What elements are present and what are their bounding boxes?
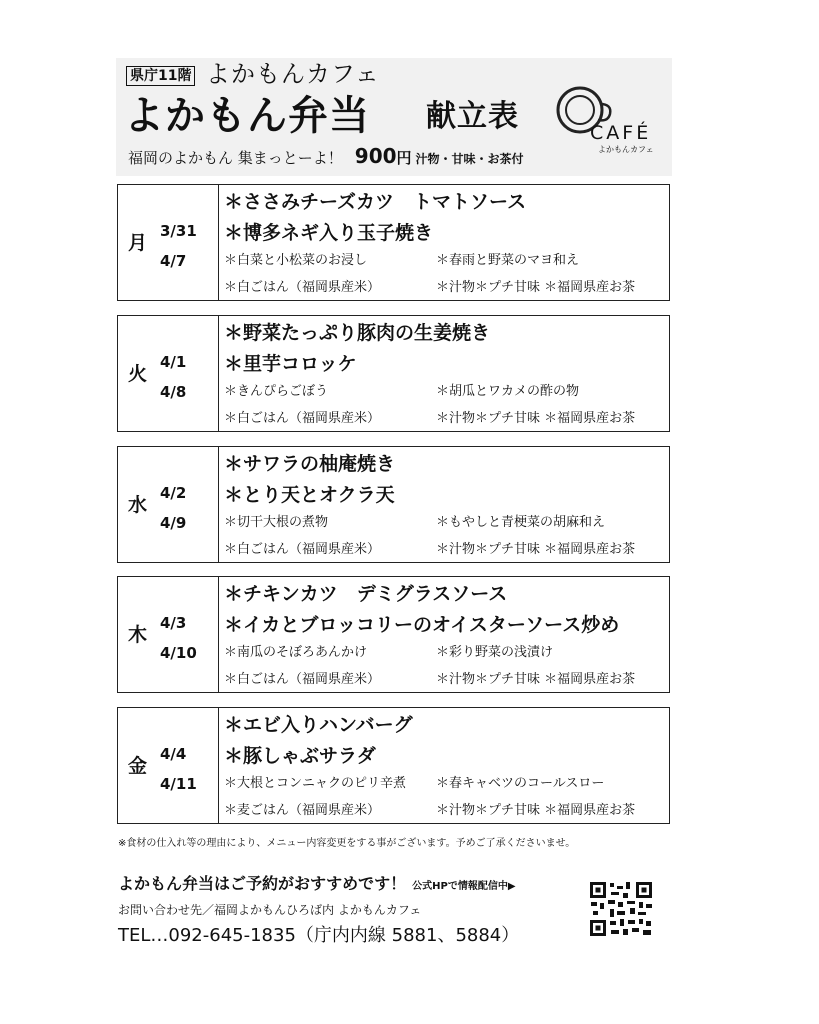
side-dish: ＊大根とコンニャクのピリ辛煮 bbox=[224, 776, 407, 791]
price-unit: 円 bbox=[396, 149, 412, 167]
side-dish: ＊白菜と小松菜のお浸し bbox=[224, 253, 368, 268]
day-block-mon bbox=[117, 184, 670, 301]
date-second: 4/9 bbox=[160, 514, 187, 532]
main-dish: ＊博多ネギ入り玉子焼き bbox=[224, 222, 434, 244]
main-dish: ＊野菜たっぷり豚肉の生姜焼き bbox=[224, 322, 491, 344]
side-dish: ＊胡瓜とワカメの酢の物 bbox=[436, 384, 580, 399]
reservation-note bbox=[118, 873, 516, 898]
side-dish: ＊切干大根の煮物 bbox=[224, 515, 329, 530]
price: 900 bbox=[354, 144, 397, 168]
main-dish: ＊里芋コロッケ bbox=[224, 353, 357, 375]
date-first: 3/31 bbox=[160, 222, 197, 240]
side-dish: ＊汁物＊プチ甘味 ＊福岡県産お茶 bbox=[436, 411, 636, 426]
side-dish: ＊汁物＊プチ甘味 ＊福岡県産お茶 bbox=[436, 803, 636, 818]
side-dish: ＊白ごはん（福岡県産米） bbox=[224, 411, 381, 426]
date-first: 4/3 bbox=[160, 614, 187, 632]
tagline-text: 福岡のよかもん 集まっとーよ！ bbox=[128, 149, 343, 167]
menu-subtitle: 献立表 bbox=[426, 99, 519, 134]
side-dish: ＊春雨と野菜のマヨ和え bbox=[436, 253, 580, 268]
side-dish: ＊汁物＊プチ甘味 ＊福岡県産お茶 bbox=[436, 672, 636, 687]
side-dish: ＊麦ごはん（福岡県産米） bbox=[224, 803, 381, 818]
logo-word: CAFÉ bbox=[590, 122, 652, 144]
side-dish: ＊汁物＊プチ甘味 ＊福岡県産お茶 bbox=[436, 542, 636, 557]
date-second: 4/8 bbox=[160, 383, 187, 401]
day-cell bbox=[118, 577, 219, 692]
day-label: 月 bbox=[128, 232, 148, 254]
date-first: 4/1 bbox=[160, 353, 187, 371]
side-dish: ＊もやしと青梗菜の胡麻和え bbox=[436, 515, 606, 530]
day-label: 水 bbox=[128, 494, 148, 516]
notice-text: ※食材の仕入れ等の理由により、メニュー内容変更をする事がございます。予めご了承くださいませ。 bbox=[118, 838, 576, 849]
date-first: 4/2 bbox=[160, 484, 187, 502]
main-dish: ＊チキンカツ デミグラスソース bbox=[224, 583, 508, 605]
cafe-name: よかもんカフェ bbox=[206, 60, 380, 88]
page-title: よかもん弁当 bbox=[124, 93, 370, 139]
website-link[interactable]: 公式HPで情報配信中▶ bbox=[412, 881, 516, 892]
floor-badge: 県庁11階 bbox=[126, 66, 195, 86]
price-extras: 汁物・甘味・お茶付 bbox=[415, 152, 524, 166]
side-dish: ＊白ごはん（福岡県産米） bbox=[224, 542, 381, 557]
main-dish: ＊サワラの柚庵焼き bbox=[224, 453, 396, 475]
date-second: 4/7 bbox=[160, 252, 187, 270]
day-block-tue bbox=[117, 315, 670, 432]
side-dish: ＊きんぴらごぼう bbox=[224, 384, 329, 399]
day-cell bbox=[118, 185, 219, 300]
qr-code-icon[interactable] bbox=[589, 881, 653, 937]
main-dish: ＊とり天とオクラ天 bbox=[224, 484, 395, 506]
day-block-thu bbox=[117, 576, 670, 693]
side-dish: ＊白ごはん（福岡県産米） bbox=[224, 280, 381, 295]
tagline bbox=[128, 145, 524, 170]
main-dish: ＊エビ入りハンバーグ bbox=[224, 714, 413, 736]
phone-number: TEL…092-645-1835（庁内内線 5881、5884） bbox=[118, 925, 520, 946]
logo-subtext: よかもんカフェ bbox=[598, 145, 654, 154]
side-dish: ＊彩り野菜の浅漬け bbox=[436, 645, 554, 660]
date-second: 4/10 bbox=[160, 644, 197, 662]
contact-info: お問い合わせ先／福岡よかもんひろば内 よかもんカフェ bbox=[118, 903, 422, 917]
side-dish: ＊春キャベツのコールスロー bbox=[436, 776, 605, 791]
side-dish: ＊白ごはん（福岡県産米） bbox=[224, 672, 381, 687]
reservation-text: よかもん弁当はご予約がおすすめです！ bbox=[118, 874, 407, 893]
date-first: 4/4 bbox=[160, 745, 187, 763]
day-cell bbox=[118, 708, 219, 823]
side-dish: ＊南瓜のそぼろあんかけ bbox=[224, 645, 368, 660]
day-label: 木 bbox=[128, 624, 148, 646]
day-label: 金 bbox=[128, 755, 148, 777]
day-block-fri bbox=[117, 707, 670, 824]
side-dish: ＊汁物＊プチ甘味 ＊福岡県産お茶 bbox=[436, 280, 636, 295]
main-dish: ＊豚しゃぶサラダ bbox=[224, 745, 376, 767]
date-second: 4/11 bbox=[160, 775, 197, 793]
day-block-wed bbox=[117, 446, 670, 563]
main-dish: ＊イカとブロッコリーのオイスターソース炒め bbox=[224, 614, 620, 636]
day-cell bbox=[118, 316, 219, 431]
main-dish: ＊ささみチーズカツ トマトソース bbox=[224, 191, 527, 213]
day-label: 火 bbox=[128, 363, 148, 385]
day-cell bbox=[118, 447, 219, 562]
